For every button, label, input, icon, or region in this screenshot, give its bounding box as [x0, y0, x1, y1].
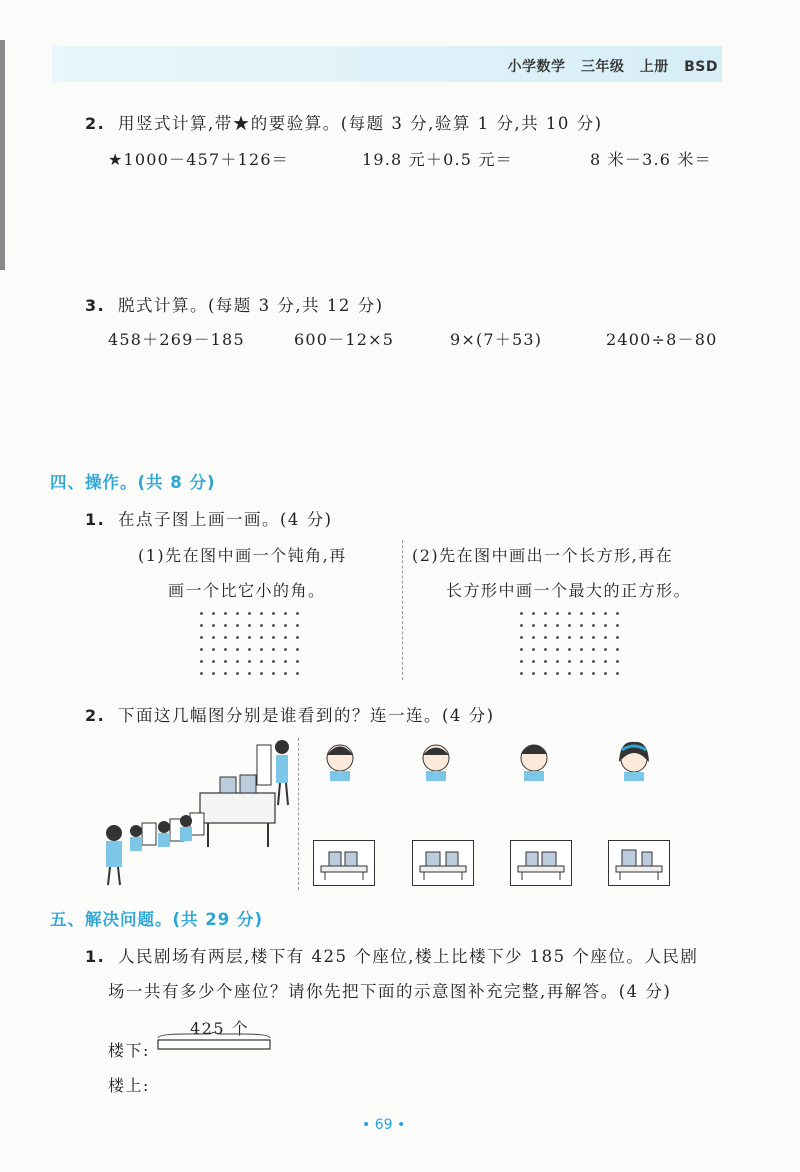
grid-dot [616, 672, 619, 675]
picture-divider [298, 738, 299, 890]
grid-dot [212, 660, 215, 663]
grid-dot [520, 636, 523, 639]
grid-dot [580, 660, 583, 663]
grid-dot [224, 672, 227, 675]
s4-q1-right-line2: 长方形中画一个最大的正方形。 [446, 581, 692, 600]
grid-dot [520, 660, 523, 663]
q2-item-3: 8 米－3.6 米＝ [590, 150, 712, 169]
grid-dot [224, 612, 227, 615]
column-divider [402, 540, 403, 680]
grid-dot [544, 636, 547, 639]
grid-dot [248, 624, 251, 627]
grid-dot [592, 660, 595, 663]
s5-q1-line2: 场一共有多少个座位？请你先把下面的示意图补充完整,再解答。(4 分) [108, 982, 672, 1001]
grid-dot [296, 672, 299, 675]
grid-dot [236, 636, 239, 639]
s4-q2-number: 2. [85, 706, 106, 725]
grid-dot [272, 612, 275, 615]
s4-q1-text: 在点子图上画一画。(4 分) [117, 510, 333, 529]
grid-dot [580, 624, 583, 627]
grid-dot [200, 672, 203, 675]
grid-dot [224, 660, 227, 663]
grid-dot [592, 636, 595, 639]
boy-face-icon-1[interactable] [318, 738, 362, 782]
grid-dot [544, 648, 547, 651]
grid-dot [236, 624, 239, 627]
grid-dot [236, 672, 239, 675]
grid-dot [580, 612, 583, 615]
dot-grid-left[interactable] [200, 612, 308, 684]
grid-dot [236, 660, 239, 663]
view-card-1[interactable] [313, 840, 375, 886]
grid-dot [604, 648, 607, 651]
grid-dot [200, 624, 203, 627]
grid-dot [532, 648, 535, 651]
grid-dot [592, 624, 595, 627]
upstairs-label: 楼上: [108, 1076, 150, 1095]
grid-dot [260, 672, 263, 675]
q3-item-2: 600－12×5 [294, 330, 395, 349]
grid-dot [520, 624, 523, 627]
grid-dot [272, 624, 275, 627]
grid-dot [236, 612, 239, 615]
q3-item-1: 458＋269－185 [108, 330, 245, 349]
grid-dot [248, 660, 251, 663]
grid-dot [544, 672, 547, 675]
grid-dot [284, 624, 287, 627]
grid-dot [296, 636, 299, 639]
grid-dot [556, 648, 559, 651]
grid-dot [532, 636, 535, 639]
grid-dot [568, 636, 571, 639]
grid-dot [224, 648, 227, 651]
s4-q1-number: 1. [85, 510, 106, 529]
header-label [508, 56, 719, 76]
grid-dot [556, 612, 559, 615]
grid-dot [260, 612, 263, 615]
dot-grid-right[interactable] [520, 612, 628, 684]
section4-title: 四、操作。(共 8 分) [50, 473, 216, 492]
grid-dot [556, 660, 559, 663]
boy-face-icon-3[interactable] [512, 738, 556, 782]
s4-q1-right-line1: (2)先在图中画出一个长方形,再在 [412, 546, 674, 565]
grid-dot [248, 636, 251, 639]
grid-dot [520, 672, 523, 675]
grid-dot [568, 624, 571, 627]
grid-dot [212, 648, 215, 651]
s4-q1-heading [85, 506, 333, 530]
grid-dot [592, 648, 595, 651]
q2-heading [85, 110, 603, 134]
grid-dot [532, 624, 535, 627]
grid-dot [260, 648, 263, 651]
page-number: • 69 • [362, 1117, 406, 1133]
grid-dot [604, 612, 607, 615]
grid-dot [616, 636, 619, 639]
grid-dot [284, 648, 287, 651]
grid-dot [568, 660, 571, 663]
q3-item-4: 2400÷8－80 [606, 330, 718, 349]
grid-dot [212, 672, 215, 675]
q2-text: 用竖式计算,带★的要验算。(每题 3 分,验算 1 分,共 10 分) [117, 114, 603, 133]
s5-q1-line1 [85, 943, 698, 967]
grid-dot [284, 636, 287, 639]
grid-dot [580, 648, 583, 651]
grid-dot [296, 660, 299, 663]
grid-dot [224, 636, 227, 639]
view-card-4[interactable] [608, 840, 670, 886]
grid-dot [272, 636, 275, 639]
s4-q2-heading [85, 702, 495, 726]
downstairs-bar-diagram [156, 1032, 274, 1056]
header-volume: 上册 [639, 59, 669, 75]
s5-q1-number: 1. [85, 947, 106, 966]
grid-dot [616, 660, 619, 663]
grid-dot [556, 672, 559, 675]
grid-dot [200, 660, 203, 663]
s4-q1-left-line1: (1)先在图中画一个钝角,再 [138, 546, 347, 565]
grid-dot [296, 648, 299, 651]
view-card-3[interactable] [510, 840, 572, 886]
grid-dot [532, 660, 535, 663]
grid-dot [532, 672, 535, 675]
grid-dot [592, 672, 595, 675]
grid-dot [604, 636, 607, 639]
grid-dot [248, 612, 251, 615]
downstairs-label: 楼下: [108, 1041, 150, 1060]
girl-face-icon[interactable] [612, 738, 656, 782]
section5-title: 五、解决问题。(共 29 分) [50, 910, 264, 929]
grid-dot [592, 612, 595, 615]
grid-dot [248, 648, 251, 651]
grid-dot [272, 648, 275, 651]
grid-dot [616, 648, 619, 651]
grid-dot [260, 624, 263, 627]
q2-item-1: ★1000－457＋126＝ [108, 150, 289, 169]
s5-q1-text-line1: 人民剧场有两层,楼下有 425 个座位,楼上比楼下少 185 个座位。人民剧 [117, 947, 699, 966]
q3-text: 脱式计算。(每题 3 分,共 12 分) [117, 296, 384, 315]
page-edge-shadow [0, 40, 5, 270]
grid-dot [532, 612, 535, 615]
grid-dot [248, 672, 251, 675]
grid-dot [616, 624, 619, 627]
grid-dot [284, 672, 287, 675]
q3-number: 3. [85, 296, 106, 315]
boy-face-icon-2[interactable] [414, 738, 458, 782]
grid-dot [556, 624, 559, 627]
bar-value-label: 425 个 [190, 1019, 250, 1038]
grid-dot [224, 624, 227, 627]
grid-dot [556, 636, 559, 639]
grid-dot [272, 660, 275, 663]
grid-dot [580, 672, 583, 675]
grid-dot [212, 612, 215, 615]
grid-dot [212, 636, 215, 639]
grid-dot [296, 624, 299, 627]
grid-dot [568, 672, 571, 675]
q3-heading [85, 292, 384, 316]
grid-dot [212, 624, 215, 627]
q2-number: 2. [85, 114, 106, 133]
s4-q1-left-line2: 画一个比它小的角。 [168, 581, 326, 600]
grid-dot [544, 624, 547, 627]
header-subject: 小学数学 [507, 59, 566, 75]
grid-dot [200, 612, 203, 615]
s4-q2-text: 下面这几幅图分别是谁看到的？连一连。(4 分) [117, 706, 495, 725]
view-card-2[interactable] [412, 840, 474, 886]
grid-dot [260, 660, 263, 663]
grid-dot [520, 612, 523, 615]
grid-dot [580, 636, 583, 639]
grid-dot [544, 612, 547, 615]
q2-item-2: 19.8 元＋0.5 元＝ [362, 150, 513, 169]
grid-dot [568, 612, 571, 615]
grid-dot [604, 624, 607, 627]
header-grade: 三年级 [580, 59, 625, 75]
grid-dot [200, 636, 203, 639]
grid-dot [200, 648, 203, 651]
grid-dot [520, 648, 523, 651]
grid-dot [272, 672, 275, 675]
grid-dot [284, 612, 287, 615]
grid-dot [260, 636, 263, 639]
grid-dot [284, 660, 287, 663]
grid-dot [616, 612, 619, 615]
grid-dot [236, 648, 239, 651]
grid-dot [544, 660, 547, 663]
grid-dot [604, 660, 607, 663]
header-edition: BSD [684, 59, 718, 75]
still-life-drawing-scene [100, 735, 300, 895]
grid-dot [296, 612, 299, 615]
grid-dot [604, 672, 607, 675]
grid-dot [568, 648, 571, 651]
q3-item-3: 9×(7＋53) [450, 330, 543, 349]
